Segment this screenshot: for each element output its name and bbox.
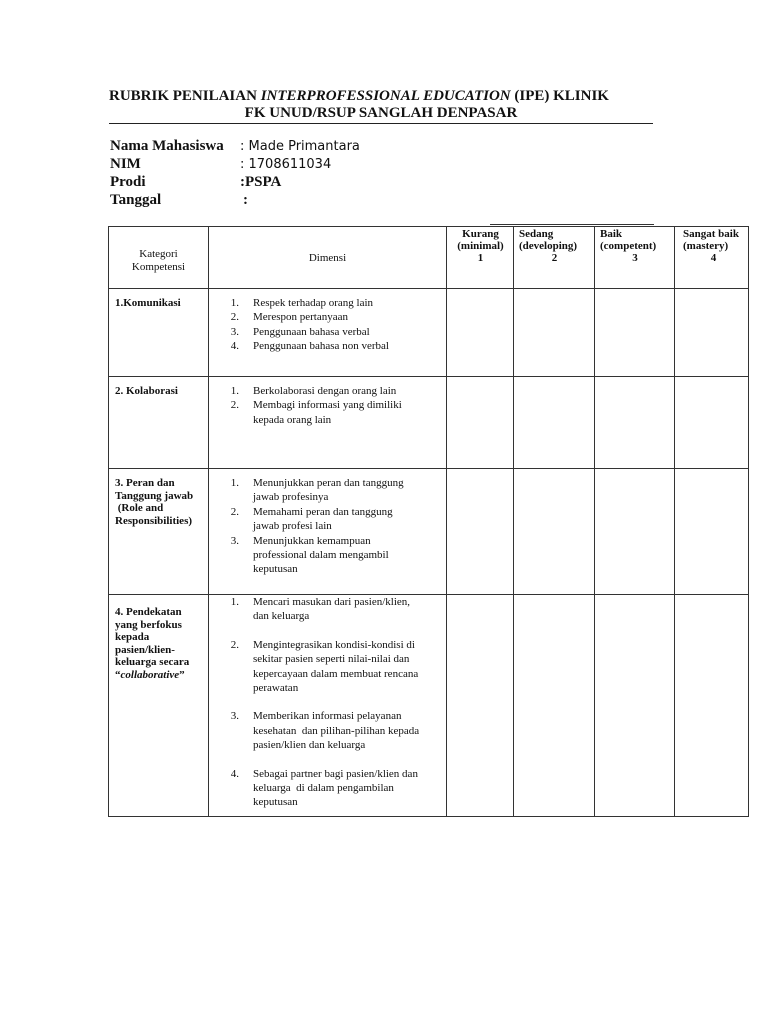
level-desc: (minimal) [457, 240, 504, 252]
prodi-row [110, 174, 281, 191]
item-number: 2. [230, 505, 239, 518]
nim-value: : 1708611034 [240, 157, 332, 172]
score-cell-4[interactable] [675, 289, 749, 377]
item-text-line: keputusan [253, 796, 298, 809]
title-prefix: RUBRIK PENILAIAN [109, 88, 261, 104]
item-text [253, 398, 438, 427]
category-line: yang berfokus [115, 618, 182, 631]
item-text: Penggunaan bahasa verbal [253, 325, 370, 338]
title-suffix: (IPE) KLINIK [510, 88, 609, 104]
list-item [209, 595, 438, 624]
item-text-line: kepada orang lain [253, 413, 332, 426]
nim-label: NIM [110, 156, 141, 172]
item-text-line: sekitar pasien seperti nilai-nilai dan [253, 653, 410, 666]
item-text-line: Mencari masukan dari pasien/klien, [253, 596, 411, 608]
item-text [253, 709, 438, 752]
level-number: 1 [477, 252, 484, 264]
header-dimension: Dimensi [209, 227, 447, 289]
item-text-line: jawab profesi lain [253, 520, 332, 533]
list-item [209, 339, 438, 353]
prodi-value: :PSPA [240, 174, 282, 190]
spacer [209, 753, 438, 767]
quote-close: ” [179, 668, 185, 681]
score-cell-1[interactable] [447, 377, 514, 469]
list-item [209, 476, 438, 505]
score-cell-4[interactable] [675, 469, 749, 595]
item-text: Respek terhadap orang lain [253, 297, 374, 309]
header-category-line2: Kompetensi [131, 260, 186, 273]
level-name: Sedang [519, 228, 554, 240]
item-text-line: Memahami peran dan tanggung [253, 505, 393, 518]
item-text [253, 767, 438, 810]
category-cell [109, 469, 209, 595]
score-cell-2[interactable] [514, 377, 595, 469]
item-number: 3. [230, 710, 239, 723]
item-text-line: jawab profesinya [253, 491, 329, 504]
item-text-line: keputusan [253, 563, 298, 576]
level-number: 3 [632, 252, 638, 264]
item-text-line: Menunjukkan peran dan tanggung [253, 477, 404, 489]
name-label: Nama Mahasiswa [110, 138, 224, 154]
item-text-line: kepercayaan dalam membuat rencana [253, 667, 419, 680]
list-item [209, 384, 438, 398]
list-item [209, 310, 438, 324]
category-cell [109, 289, 209, 377]
dimension-cell [209, 469, 447, 595]
title-italic: INTERPROFESSIONAL EDUCATION [260, 88, 511, 104]
category-line: 4. Pendekatan [115, 606, 182, 618]
level-desc: (mastery) [683, 240, 729, 252]
student-name-row [110, 138, 360, 155]
item-text [253, 476, 438, 505]
score-cell-3[interactable] [595, 469, 675, 595]
score-cell-3[interactable] [595, 289, 675, 377]
item-number: 2. [230, 311, 239, 324]
item-number: 3. [230, 534, 239, 547]
category-cell [109, 595, 209, 817]
tanggal-label: Tanggal [110, 192, 162, 208]
score-cell-2[interactable] [514, 595, 595, 817]
level-number: 4 [710, 252, 717, 264]
item-number: 1. [230, 385, 239, 397]
item-text [253, 505, 438, 534]
item-text-line: Sebagai partner bagi pasien/klien dan [253, 767, 418, 780]
header-level-3 [595, 227, 675, 289]
level-name: Baik [600, 228, 623, 240]
divider [490, 224, 654, 225]
item-text-line: Mengintegrasikan kondisi-kondisi di [253, 638, 415, 651]
category-cell [109, 377, 209, 469]
category-line: pasien/klien- [115, 643, 175, 656]
score-cell-2[interactable] [514, 289, 595, 377]
name-value: : Made Primantara [240, 139, 360, 154]
score-cell-2[interactable] [514, 469, 595, 595]
category-line: Responsibilities) [115, 514, 193, 527]
score-cell-4[interactable] [675, 377, 749, 469]
item-text-line: professional dalam mengambil [253, 549, 389, 562]
item-text: Merespon pertanyaan [253, 311, 348, 324]
category-line: (Role and [115, 502, 164, 514]
category-line: Tanggung jawab [115, 489, 194, 502]
item-text-line: perawatan [253, 682, 299, 695]
list-item [209, 296, 438, 310]
list-item [209, 398, 438, 427]
list-item [209, 325, 438, 339]
dimension-cell [209, 377, 447, 469]
item-text [253, 638, 438, 696]
item-text-line: Membagi informasi yang dimiliki [253, 399, 402, 412]
item-number: 1. [230, 297, 239, 309]
list-item [209, 534, 438, 577]
level-number: 2 [551, 252, 558, 264]
item-text [253, 534, 438, 577]
item-text-line: kesehatan dan pilihan-pilihan kepada [253, 724, 420, 737]
category-line: 3. Peran dan [115, 477, 175, 489]
list-item [209, 709, 438, 752]
list-item [209, 505, 438, 534]
score-cell-3[interactable] [595, 595, 675, 817]
item-text: Berkolaborasi dengan orang lain [253, 385, 397, 397]
score-cell-3[interactable] [595, 377, 675, 469]
quote-open: “ [115, 668, 121, 681]
category-line [115, 669, 202, 682]
rubric-table [108, 226, 749, 817]
level-name: Sangat baik [683, 228, 739, 240]
score-cell-1[interactable] [447, 469, 514, 595]
dimension-cell [209, 289, 447, 377]
item-number: 1. [230, 596, 239, 608]
item-number: 1. [230, 477, 239, 489]
item-number: 3. [230, 325, 239, 338]
spacer [209, 624, 438, 638]
item-number: 2. [230, 638, 239, 651]
item-text-line: dan keluarga [253, 610, 310, 623]
category-italic: collaborative [120, 668, 180, 681]
item-text-line: Menunjukkan kemampuan [253, 534, 371, 547]
item-number: 4. [230, 340, 239, 353]
category-line: 1.Komunikasi [115, 297, 181, 309]
level-desc: (competent) [600, 240, 657, 252]
list-item [209, 767, 438, 810]
category-line: keluarga secara [115, 656, 190, 668]
table-row [109, 469, 749, 595]
header-level-4 [675, 227, 749, 289]
nim-row [110, 156, 331, 173]
list-item [209, 638, 438, 696]
dimension-cell [209, 595, 447, 817]
tanggal-value: : [243, 192, 248, 208]
header-level-2 [514, 227, 595, 289]
score-cell-1[interactable] [447, 289, 514, 377]
item-number: 2. [230, 399, 239, 412]
table-header-row [109, 227, 749, 289]
table-row [109, 377, 749, 469]
form-subtitle: FK UNUD/RSUP SANGLAH DENPASAR [109, 105, 653, 124]
table-row [109, 289, 749, 377]
item-text-line: pasien/klien dan keluarga [253, 739, 366, 752]
table-row [109, 595, 749, 817]
category-line: kepada [115, 631, 150, 643]
item-text-line: Memberikan informasi pelayanan [253, 710, 402, 723]
spacer [209, 695, 438, 709]
item-text: Penggunaan bahasa non verbal [253, 340, 389, 353]
category-line: 2. Kolaborasi [115, 385, 178, 397]
level-name: Kurang [462, 228, 499, 240]
header-category-line1: Kategori [139, 247, 178, 260]
tanggal-row [110, 192, 248, 209]
score-cell-4[interactable] [675, 595, 749, 817]
header-level-1 [447, 227, 514, 289]
level-desc: (developing) [519, 240, 578, 252]
item-text-line: keluarga di dalam pengambilan [253, 782, 394, 795]
prodi-label: Prodi [110, 174, 146, 190]
form-title [109, 88, 609, 105]
item-number: 4. [230, 767, 239, 780]
header-category [109, 227, 209, 289]
score-cell-1[interactable] [447, 595, 514, 817]
item-text [253, 595, 438, 624]
